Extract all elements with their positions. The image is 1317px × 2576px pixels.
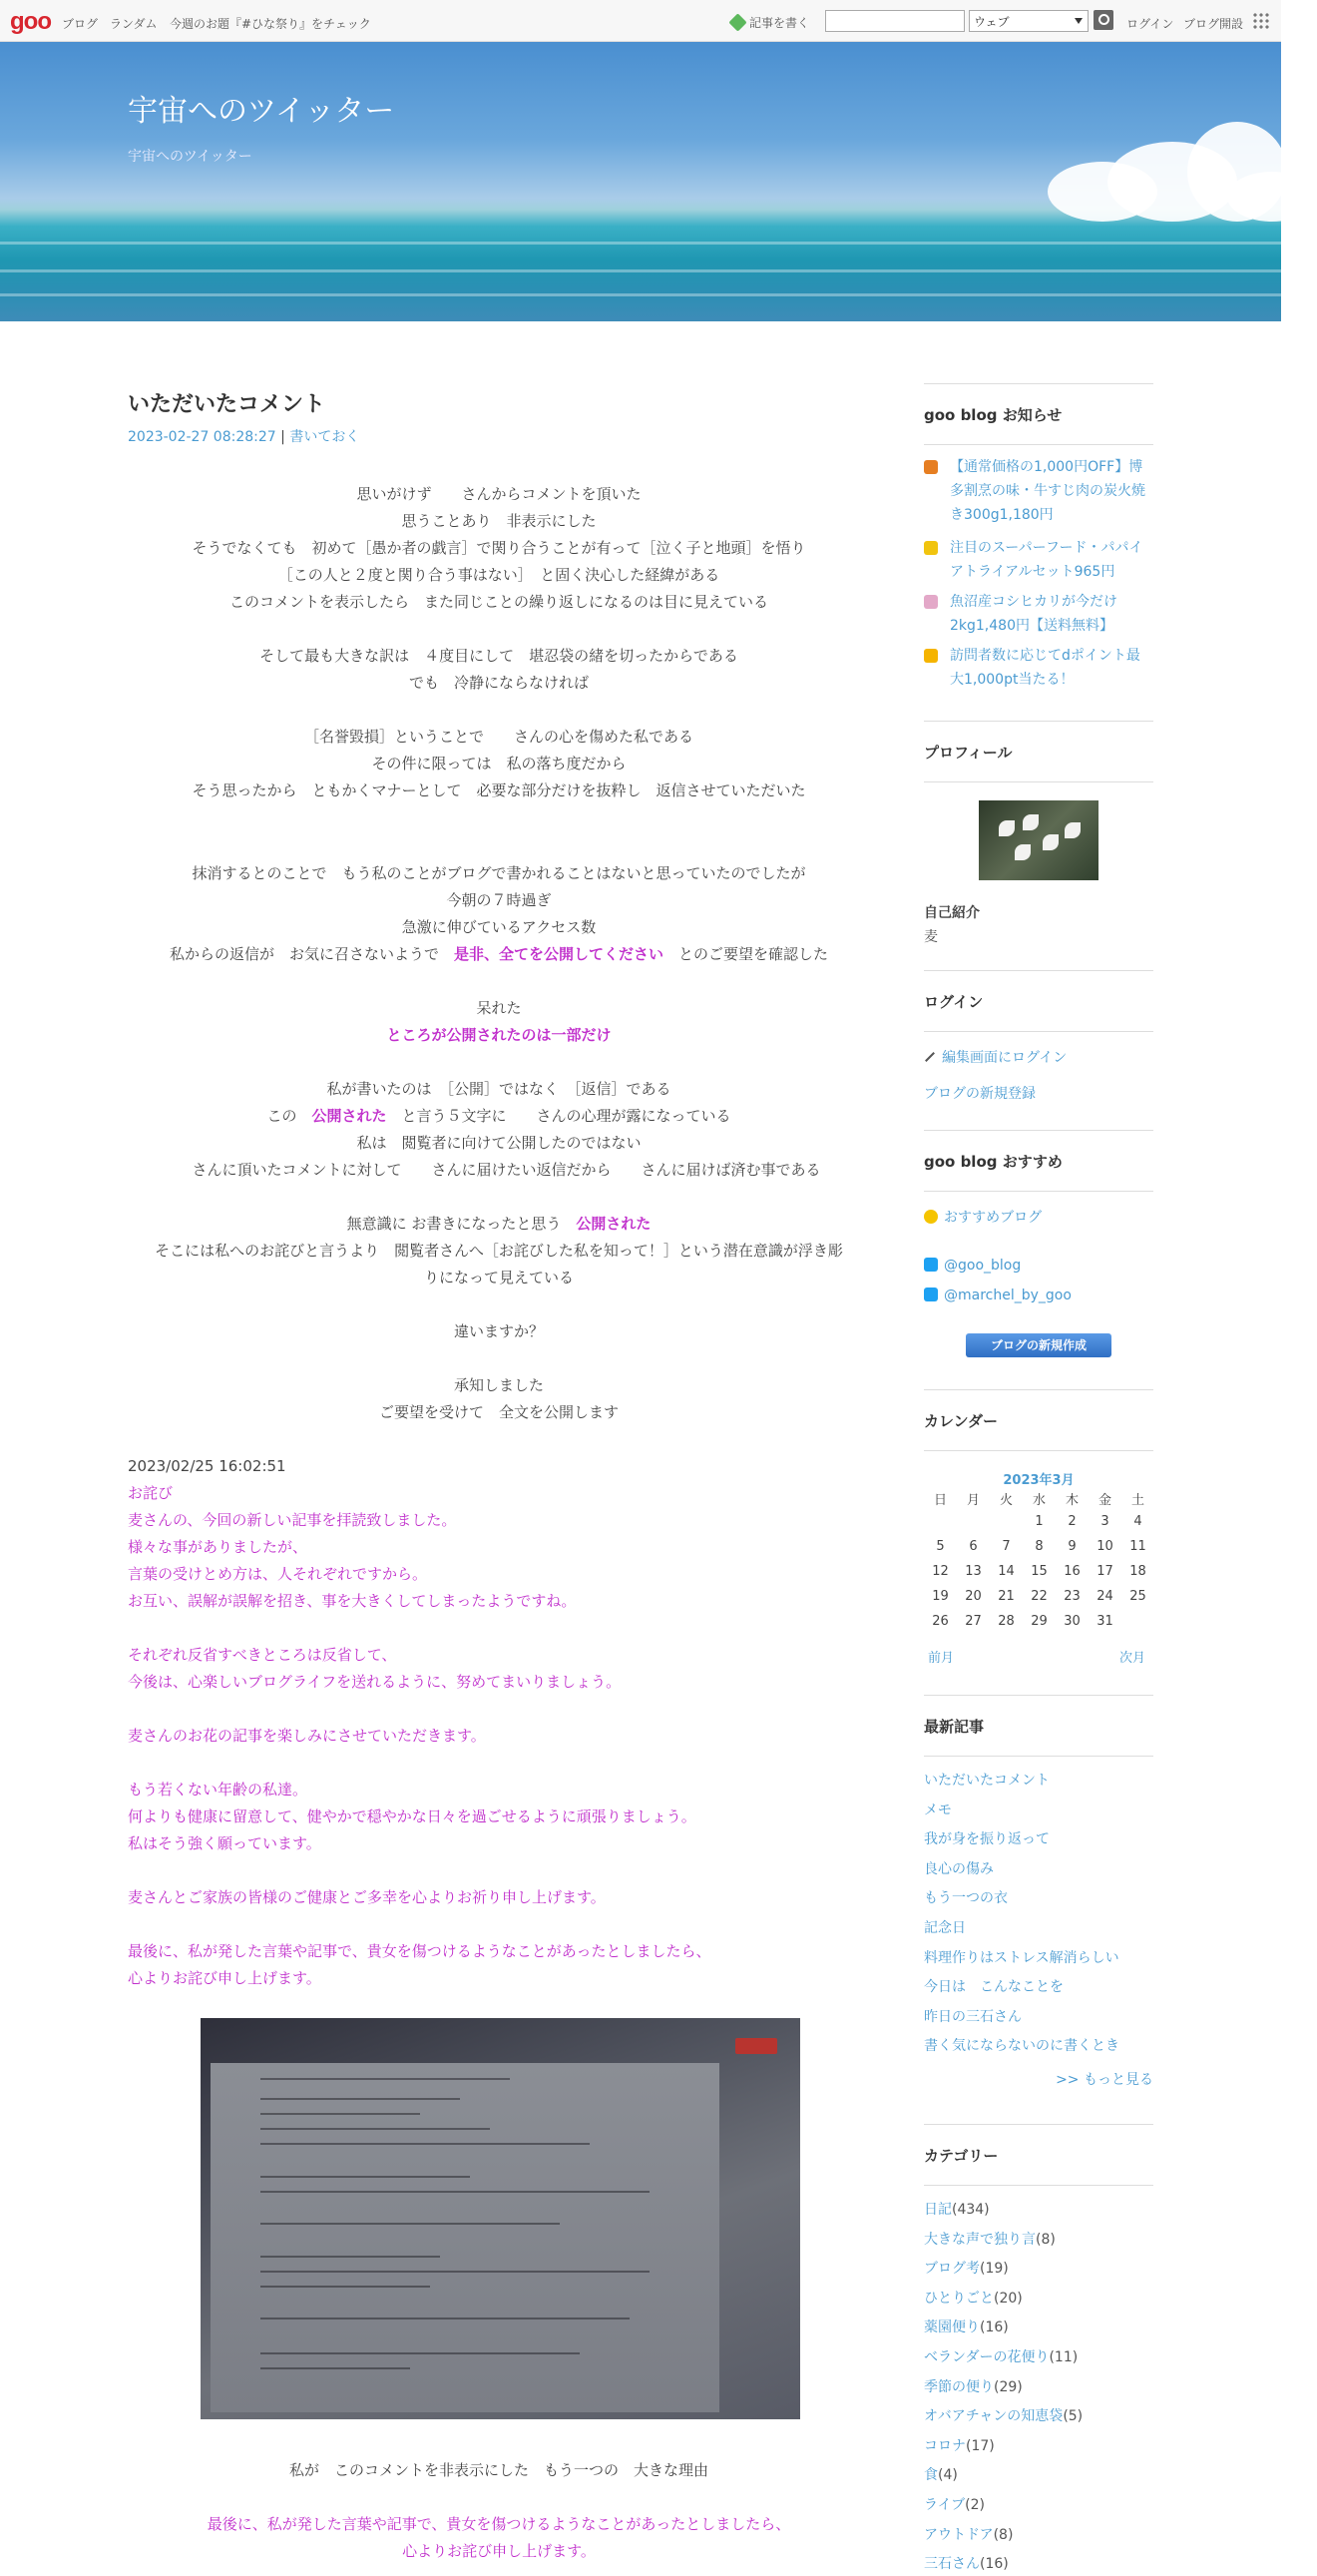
comment-line: お詫び	[128, 1484, 174, 1502]
notice-text: き300g1,180円	[950, 507, 1054, 523]
notice-icon	[924, 541, 938, 555]
category-item[interactable]	[924, 2257, 1153, 2281]
calendar-day[interactable]: 18	[1129, 1564, 1146, 1579]
pen-icon	[728, 13, 746, 31]
blog-header	[0, 42, 1281, 321]
notice-text: 注目のスーパーフード・パパイ	[950, 540, 1143, 556]
category-count: (434)	[952, 2202, 990, 2218]
calendar-day[interactable]: 20	[965, 1589, 982, 1604]
calendar-day[interactable]: 4	[1133, 1514, 1142, 1529]
recent-article-link[interactable]: 今日は こんなことを	[924, 1979, 1064, 1996]
article-line: ［この人と２度と関り合う事はない］ と固く決心した経緯がある	[277, 566, 720, 584]
article-line: その件に限っては 私の落ち度だから	[371, 755, 627, 773]
calendar-day[interactable]: 27	[965, 1614, 982, 1629]
calendar-day[interactable]: 22	[1031, 1589, 1048, 1604]
profile-heading: プロフィール	[924, 721, 1153, 782]
profile-image[interactable]	[979, 800, 1098, 880]
photo-paper	[211, 2063, 719, 2412]
category-item[interactable]	[924, 2287, 1153, 2311]
calendar-weekday: 月	[966, 1493, 980, 1508]
notice-text: アトライアルセット965円	[950, 564, 1115, 580]
article-line: そして最も大きな訳は ４度目にして 堪忍袋の緒を切ったからである	[259, 647, 738, 665]
category-count: (4)	[938, 2467, 958, 2484]
article-line: りになって見えている	[423, 1269, 574, 1287]
calendar-weekday: 日	[933, 1493, 947, 1508]
comment-line: 私はそう強く願っています。	[128, 1834, 321, 1852]
comment-line: 麦さんの、今回の新しい記事を拝読致しました。	[128, 1511, 457, 1529]
category-name[interactable]: ライブ	[924, 2497, 966, 2513]
photo-text-line	[260, 2286, 430, 2288]
article-line: ［名誉毀損］ということで さんの心を傷めた私である	[303, 728, 693, 746]
category-name[interactable]: ひとりごと	[924, 2290, 994, 2307]
category-item[interactable]	[924, 2523, 1153, 2547]
article-line: 思うことあり 非表示にした	[401, 512, 597, 530]
comment-line: 様々な事がありましたが、	[128, 1538, 308, 1556]
category-count: (19)	[980, 2261, 1009, 2278]
article-line: さんに頂いたコメントに対して さんに届けたい返信だから さんに届けば済む事である	[177, 1161, 821, 1179]
calendar-day[interactable]: 3	[1100, 1514, 1109, 1529]
wave-decoration	[0, 269, 1281, 272]
category-count: (11)	[1049, 2349, 1079, 2365]
category-name[interactable]: コロナ	[924, 2437, 966, 2454]
notice-icon	[924, 649, 938, 663]
comment-line: 麦さんのお花の記事を楽しみにさせていただきます。	[128, 1727, 486, 1745]
notice-text: 【通常価格の1,000円OFF】博	[950, 459, 1143, 475]
category-item[interactable]	[924, 2434, 1153, 2458]
article-line: この 公開された と言う５文字に さんの心理が露になっている	[266, 1107, 731, 1125]
article-line: 私は 閲覧者に向けて公開したのではない	[356, 1134, 642, 1152]
calendar-weekday: 金	[1098, 1493, 1111, 1508]
article-line: でも 冷静にならなければ	[408, 674, 589, 692]
calendar-day[interactable]: 14	[998, 1564, 1015, 1579]
comment-line: もう若くない年齢の私達。	[128, 1781, 308, 1799]
notice-text: 魚沼産コシヒカリが今だけ	[950, 594, 1117, 610]
recent-article-link[interactable]: いただいたコメント	[924, 1773, 1050, 1789]
comment-line: 言葉の受けとめ方は、人それぞれですから。	[128, 1565, 428, 1583]
article-line: このコメントを表示したら また同じことの繰り返しになるのは目に見えている	[228, 593, 768, 611]
comment-line: それぞれ反省すべきところは反省して、	[128, 1646, 397, 1664]
top-bar	[0, 0, 1281, 42]
calendar-weekday: 木	[1065, 1493, 1079, 1508]
comment-timestamp: 2023/02/25 16:02:51	[128, 1457, 286, 1475]
calendar-day[interactable]: 9	[1068, 1539, 1077, 1554]
photo-text-line	[260, 2352, 580, 2354]
photo-text-line	[260, 2176, 470, 2178]
category-count: (17)	[966, 2437, 995, 2454]
open-blog-link[interactable]: ブログ開設	[1183, 17, 1244, 31]
notice-item[interactable]	[924, 590, 1153, 638]
blog-title[interactable]: 宇宙へのツイッター	[128, 94, 395, 129]
new-blog-button[interactable]: ブログの新規作成	[966, 1333, 1111, 1357]
twitter-icon	[924, 1288, 938, 1301]
notice-text: 訪問者数に応じてdポイント最	[950, 648, 1140, 664]
apps-grid-icon[interactable]	[1252, 12, 1270, 30]
calendar-day[interactable]: 24	[1097, 1589, 1113, 1604]
category-item[interactable]	[924, 2345, 1153, 2369]
article-line-highlight: ところが公開されたのは一部だけ	[386, 1026, 612, 1044]
photo-text-line	[260, 2367, 410, 2369]
signup-link[interactable]: ブログの新規登録	[924, 1086, 1036, 1102]
category-count: (16)	[980, 2556, 1009, 2573]
recent-article-link[interactable]: 良心の傷み	[924, 1860, 994, 1877]
calendar-heading: カレンダー	[924, 1389, 1153, 1451]
category-name[interactable]: 日記	[924, 2202, 952, 2218]
article-title[interactable]: いただいたコメント	[128, 392, 326, 417]
topbar-link-blog[interactable]: ブログ	[62, 17, 99, 31]
article-line-highlight: 最後に、私が発した言葉や記事で、貴女を傷つけるようなことがあったとしましたら、	[207, 2515, 791, 2533]
wave-decoration	[0, 293, 1281, 296]
calendar-weekday: 火	[999, 1493, 1013, 1508]
calendar-day[interactable]: 12	[932, 1564, 949, 1579]
calendar-day[interactable]: 29	[1031, 1614, 1048, 1629]
recent-heading: 最新記事	[924, 1695, 1153, 1757]
article-line: 急激に伸びているアクセス数	[401, 918, 597, 936]
photo-text-line	[260, 2318, 630, 2319]
topbar-link-random[interactable]: ランダム	[110, 17, 158, 31]
calendar-day[interactable]: 11	[1129, 1539, 1146, 1554]
notice-text: 多割烹の味・牛すじ肉の炭火焼	[950, 483, 1145, 499]
search-scope-value: ウェブ	[974, 15, 1010, 29]
calendar-day[interactable]: 1	[1035, 1514, 1044, 1529]
article-line: 承知しました	[453, 1376, 544, 1394]
calendar-day[interactable]: 25	[1129, 1589, 1146, 1604]
chevron-down-icon	[1075, 18, 1083, 24]
article-line-highlight: 心よりお詫び申し上げます。	[402, 2542, 596, 2560]
category-count: (5)	[1063, 2408, 1084, 2425]
calendar-day[interactable]: 17	[1097, 1564, 1113, 1579]
article-line: 呆れた	[476, 999, 522, 1017]
article-date[interactable]: 2023-02-27 08:28:27	[128, 429, 276, 445]
notice-item[interactable]	[924, 644, 1153, 692]
comment-line: 最後に、私が発した言葉や記事で、貴女を傷つけるようなことがあったとしましたら、	[128, 1942, 711, 1960]
write-article-link[interactable]	[731, 14, 809, 31]
article-category-link[interactable]: 書いておく	[289, 429, 360, 445]
notice-item[interactable]	[924, 536, 1153, 584]
category-name[interactable]: 大きな声で独り言	[924, 2231, 1036, 2248]
category-name[interactable]: 食	[924, 2467, 938, 2484]
article-line: 無意識に お書きになったと思う 公開された	[346, 1215, 652, 1233]
calendar-day[interactable]: 26	[932, 1614, 949, 1629]
goo-logo[interactable]: goo	[10, 8, 51, 35]
calendar-day[interactable]: 5	[936, 1539, 945, 1554]
notice-text: 大1,000pt当たる！	[950, 672, 1075, 688]
article-line: ご要望を受けて 全文を公開します	[378, 1403, 619, 1421]
search-input[interactable]	[825, 10, 965, 32]
category-name[interactable]: 薬園便り	[924, 2319, 980, 2336]
search-button[interactable]	[1094, 10, 1113, 30]
calendar-day[interactable]: 30	[1064, 1614, 1081, 1629]
calendar-day[interactable]: 31	[1097, 1614, 1113, 1629]
login-link[interactable]: ログイン	[1126, 17, 1174, 31]
category-item[interactable]	[924, 2198, 1153, 2222]
calendar-prev-month[interactable]: 前月	[928, 1651, 955, 1666]
twitter-link-goo-blog[interactable]: @goo_blog	[924, 1254, 1153, 1278]
calendar-title[interactable]: 2023年3月	[1003, 1473, 1075, 1488]
recent-article-link[interactable]: 書く気にならないのに書くとき	[924, 2038, 1119, 2055]
category-item[interactable]	[924, 2493, 1153, 2517]
comment-line: 何よりも健康に留意して、健やかで穏やかな日々を過ごせるように頑張りましょう。	[128, 1807, 696, 1825]
calendar-day[interactable]: 2	[1068, 1514, 1077, 1529]
calendar-week	[924, 1514, 1153, 1539]
category-count: (16)	[980, 2319, 1009, 2336]
category-count: (2)	[965, 2497, 986, 2513]
comment-line: 今後は、心楽しいブログライフを送れるように、努めてまいりましょう。	[128, 1673, 622, 1691]
calendar-day[interactable]: 15	[1031, 1564, 1048, 1579]
comment-line: 麦さんとご家族の皆様のご健康とご多幸を心よりお祈り申し上げます。	[128, 1888, 606, 1906]
calendar-day[interactable]: 6	[969, 1539, 978, 1554]
article-line: 違いますか？	[453, 1322, 544, 1340]
calendar-day[interactable]: 7	[1002, 1539, 1011, 1554]
calendar-week	[924, 1589, 1153, 1614]
article-meta	[128, 426, 359, 446]
calendar-day[interactable]: 10	[1097, 1539, 1113, 1554]
calendar-day[interactable]: 8	[1035, 1539, 1044, 1554]
login-heading: ログイン	[924, 970, 1153, 1032]
comment-line: お互い、誤解が誤解を招き、事を大きくしてしまったようですね。	[128, 1592, 577, 1610]
blog-subtitle: 宇宙へのツイッター	[128, 149, 252, 165]
meta-separator: |	[280, 429, 285, 445]
photo-text-line	[260, 2143, 590, 2145]
photo-badge	[735, 2038, 777, 2054]
category-item[interactable]	[924, 2316, 1153, 2339]
category-name[interactable]: オバアチャンの知恵袋	[924, 2408, 1064, 2425]
category-name[interactable]: ベランダーの花便り	[924, 2349, 1050, 2365]
category-item[interactable]	[924, 2404, 1153, 2428]
category-heading: カテゴリー	[924, 2124, 1153, 2186]
cloud-decoration	[1227, 172, 1317, 222]
calendar-next-month[interactable]: 次月	[1119, 1651, 1146, 1666]
photo-text-line	[260, 2078, 510, 2080]
calendar-day[interactable]: 19	[932, 1589, 949, 1604]
photo-text-line	[260, 2098, 460, 2100]
category-count: (8)	[993, 2526, 1014, 2543]
more-link[interactable]: >> もっと見る	[1056, 2072, 1153, 2088]
article-line: 今朝の７時過ぎ	[446, 891, 552, 909]
calendar-week	[924, 1539, 1153, 1564]
photo-text-line	[260, 2128, 490, 2130]
article-line: 私からの返信が お気に召さないようで 是非、全てを公開してください とのご要望を確認した	[169, 945, 829, 963]
recommend-blog-link[interactable]: おすすめブログ	[924, 1206, 1153, 1230]
comment-line: 心よりお詫び申し上げます。	[128, 1969, 321, 1987]
calendar-day[interactable]: 21	[998, 1589, 1015, 1604]
pencil-icon	[925, 1052, 935, 1062]
category-item[interactable]	[924, 2228, 1153, 2252]
recent-article-link[interactable]: メモ	[924, 1802, 952, 1818]
twitter-link-marchel[interactable]: @marchel_by_goo	[924, 1284, 1153, 1307]
notice-icon	[924, 460, 938, 474]
category-count: (29)	[994, 2378, 1023, 2395]
recent-article-link[interactable]: 我が身を振り返って	[924, 1831, 1050, 1848]
calendar-weekdays	[924, 1489, 1153, 1514]
category-name[interactable]: 季節の便り	[924, 2378, 994, 2395]
recent-article-link[interactable]: もう一つの衣	[924, 1890, 1008, 1907]
calendar-week	[924, 1614, 1153, 1639]
photo-text-line	[260, 2113, 420, 2115]
wave-decoration	[0, 242, 1281, 245]
write-article-label: 記事を書く	[749, 16, 810, 30]
category-count: (8)	[1036, 2231, 1056, 2248]
notice-text: 2kg1,480円【送料無料】	[950, 618, 1113, 634]
article-line: 私が書いたのは ［公開］ではなく ［返信］である	[326, 1080, 671, 1098]
calendar-day[interactable]: 23	[1064, 1589, 1081, 1604]
category-name[interactable]: アウトドア	[924, 2526, 994, 2543]
article-line: 私が このコメントを非表示にした もう一つの 大きな理由	[288, 2461, 708, 2479]
recent-article-link[interactable]: 昨日の三石さん	[924, 2008, 1022, 2025]
calendar-weekday: 水	[1032, 1493, 1046, 1508]
lightbulb-icon	[924, 1210, 938, 1224]
profile-intro-label: 自己紹介	[924, 905, 980, 921]
photo-text-line	[260, 2271, 650, 2273]
notice-heading: goo blog お知らせ	[924, 383, 1153, 445]
calendar-day[interactable]: 28	[998, 1614, 1015, 1629]
calendar-week	[924, 1564, 1153, 1589]
topbar-link-weekly-theme[interactable]: 今週のお題『#ひな祭り』をチェック	[170, 17, 371, 31]
edit-login-link[interactable]: 編集画面にログイン	[924, 1046, 1153, 1070]
calendar-day[interactable]: 13	[965, 1564, 982, 1579]
category-item[interactable]	[924, 2375, 1153, 2399]
recent-article-link[interactable]: 料理作りはストレス解消らしい	[924, 1949, 1119, 1966]
search-scope-select[interactable]	[969, 10, 1089, 32]
calendar-day[interactable]: 16	[1064, 1564, 1081, 1579]
calendar-weekday: 土	[1130, 1493, 1144, 1508]
notice-item[interactable]	[924, 455, 1153, 527]
article-line: 思いがけず さんからコメントを頂いた	[356, 485, 642, 503]
category-item[interactable]	[924, 2552, 1153, 2576]
photo-text-line	[260, 2191, 650, 2193]
photo-text-line	[260, 2256, 440, 2258]
category-name[interactable]: 三石さん	[924, 2556, 980, 2573]
category-count: (20)	[994, 2290, 1023, 2307]
article-line: そうでなくても 初めて［愚か者の戯言］で関り合うことが有って［泣く子と地頭］を悟り	[192, 539, 806, 557]
article-line: そこには私へのお詫びと言うより 閲覧者さんへ［お詫びした私を知って！］という潜在意識が浮き彫	[155, 1242, 843, 1260]
comment-screenshot-photo[interactable]	[201, 2018, 800, 2419]
recent-article-link[interactable]: 記念日	[924, 1920, 966, 1936]
twitter-icon	[924, 1258, 938, 1272]
category-item[interactable]	[924, 2463, 1153, 2487]
notice-icon	[924, 595, 938, 609]
article-line: 抹消するとのことで もう私のことがブログで書かれることはないと思っていたのでしたが	[192, 864, 806, 882]
article-line: そう思ったから ともかくマナーとして 必要な部分だけを抜粋し 返信させていただいた	[192, 781, 806, 799]
profile-intro: 麦	[924, 929, 938, 945]
category-name[interactable]: ブログ考	[924, 2261, 980, 2278]
recommend-heading: goo blog おすすめ	[924, 1130, 1153, 1192]
photo-text-line	[260, 2223, 560, 2225]
